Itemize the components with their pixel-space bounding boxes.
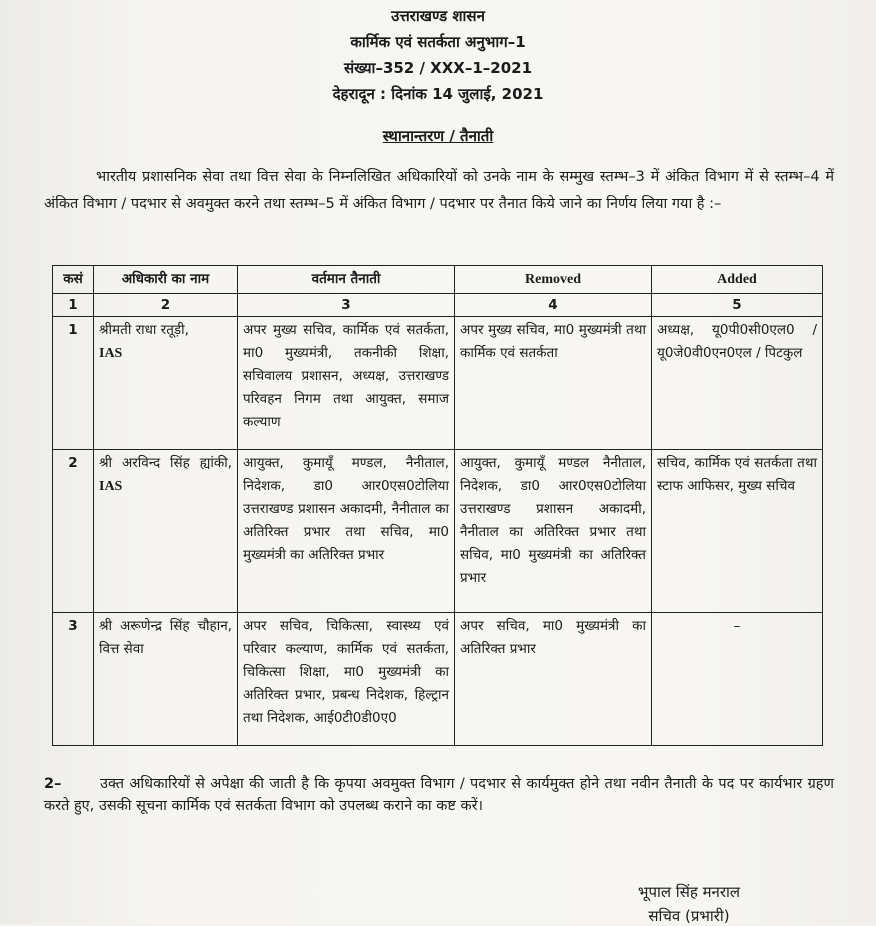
transfer-table — [52, 265, 823, 746]
closing-paragraph-text: उक्त अधिकारियों से अपेक्षा की जाती है कि कृपया अवमुक्त विभाग / पदभार से कार्यमुक्त होने तथा नवीन तैनाती के पद पर कार्यभार ग्रहण करते हुए, उसकी सूचना कार्मिक एवं सतर्कता विभाग को उपलब्ध कराने का कष्ट करें। — [44, 776, 834, 814]
cell-sno: 3 — [53, 613, 94, 746]
header-department: कार्मिक एवं सतर्कता अनुभाग–1 — [350, 33, 526, 51]
cell-current-posting: आयुक्त, कुमायूँ मण्डल, नैनीताल, निदेशक, डा0 आर0एस0टोलिया उत्तराखण्ड प्रशासन अकादमी, नैनीताल का अतिरिक्त प्रभार तथा सचिव, मा0 मुख्यमंत्री का अतिरिक्त प्रभार — [238, 450, 455, 613]
subject-text: स्थानान्तरण / तैनाती — [382, 127, 494, 145]
signatory-name: भूपाल सिंह मनराल — [637, 883, 741, 901]
col-header-current: वर्तमान तैनाती — [238, 266, 455, 294]
cell-current-posting: अपर सचिव, चिकित्सा, स्वास्थ्य एवं परिवार कल्याण, कार्मिक एवं सतर्कता, चिकित्सा शिक्षा, मा0 मुख्यमंत्री का अतिरिक्त प्रभार, प्रबन्ध निदेशक, हिल्ट्रान तथा निदेशक, आई0टी0डी0ए0 — [238, 613, 455, 746]
col-header-removed: Removed — [455, 266, 652, 294]
col-number: 4 — [455, 294, 652, 317]
officer-service: IAS — [99, 479, 123, 494]
officer-name: श्री अरविन्द सिंह ह्यांकी, — [99, 455, 232, 471]
table-row — [53, 613, 823, 746]
col-number: 3 — [238, 294, 455, 317]
closing-paragraph — [44, 773, 834, 817]
paragraph-number: 2– — [44, 776, 62, 792]
officer-service: IAS — [99, 346, 123, 361]
officer-name: श्रीमती राधा रतूड़ी, — [99, 322, 189, 338]
header-reference-number: संख्या–352 / XXX–1–2021 — [343, 59, 533, 77]
header-place-date: देहरादून : दिनांक 14 जुलाई, 2021 — [332, 85, 544, 103]
cell-sno: 1 — [53, 317, 94, 450]
table-header-row — [53, 266, 823, 294]
table-row — [53, 317, 823, 450]
header-government: उत्तराखण्ड शासन — [391, 7, 485, 25]
col-header-added: Added — [652, 266, 823, 294]
cell-added: सचिव, कार्मिक एवं सतर्कता तथा स्टाफ आफिसर, मुख्य सचिव — [652, 450, 823, 613]
cell-removed: अपर मुख्य सचिव, मा0 मुख्यमंत्री तथा कार्मिक एवं सतर्कता — [455, 317, 652, 450]
col-header-name: अधिकारी का नाम — [94, 266, 238, 294]
col-header-sno: कसं — [53, 266, 94, 294]
cell-added: – — [652, 613, 823, 746]
cell-sno: 2 — [53, 450, 94, 613]
col-number: 5 — [652, 294, 823, 317]
signatory-designation: सचिव (प्रभारी) — [648, 907, 730, 925]
cell-removed: अपर सचिव, मा0 मुख्यमंत्री का अतिरिक्त प्रभार — [455, 613, 652, 746]
cell-officer-name: श्री अरूणेन्द्र सिंह चौहान, वित्त सेवा — [94, 613, 238, 746]
column-number-row — [53, 294, 823, 317]
cell-officer-name — [94, 450, 238, 613]
cell-current-posting: अपर मुख्य सचिव, कार्मिक एवं सतर्कता, मा0 मुख्यमंत्री, तकनीकी शिक्षा, सचिवालय प्रशासन, अध्यक्ष, उत्तराखण्ड परिवहन निगम तथा आयुक्त, समाज कल्याण — [238, 317, 455, 450]
col-number: 1 — [53, 294, 94, 317]
col-number: 2 — [94, 294, 238, 317]
intro-paragraph: भारतीय प्रशासनिक सेवा तथा वित्त सेवा के निम्नलिखित अधिकारियों को उनके नाम के सम्मुख स्तम्भ–3 में अंकित विभाग में से स्तम्भ–4 में अंकित विभाग / पदभार से अवमुक्त करने तथा स्तम्भ–5 में अंकित विभाग / पदभार पर तैनात किये जाने का निर्णय लिया गया है :– — [44, 169, 834, 212]
subject-heading — [0, 126, 876, 146]
cell-officer-name — [94, 317, 238, 450]
table-row — [53, 450, 823, 613]
cell-removed: आयुक्त, कुमायूँ मण्डल नैनीताल, निदेशक, डा0 आर0एस0टोलिया उत्तराखण्ड प्रशासन अकादमी, नैनीताल का अतिरिक्त प्रभार तथा सचिव, मा0 मुख्यमंत्री का अतिरिक्त प्रभार — [455, 450, 652, 613]
cell-added: अध्यक्ष, यू0पी0सी0एल0 / यू0जे0वी0एन0एल / पिटकुल — [652, 317, 823, 450]
